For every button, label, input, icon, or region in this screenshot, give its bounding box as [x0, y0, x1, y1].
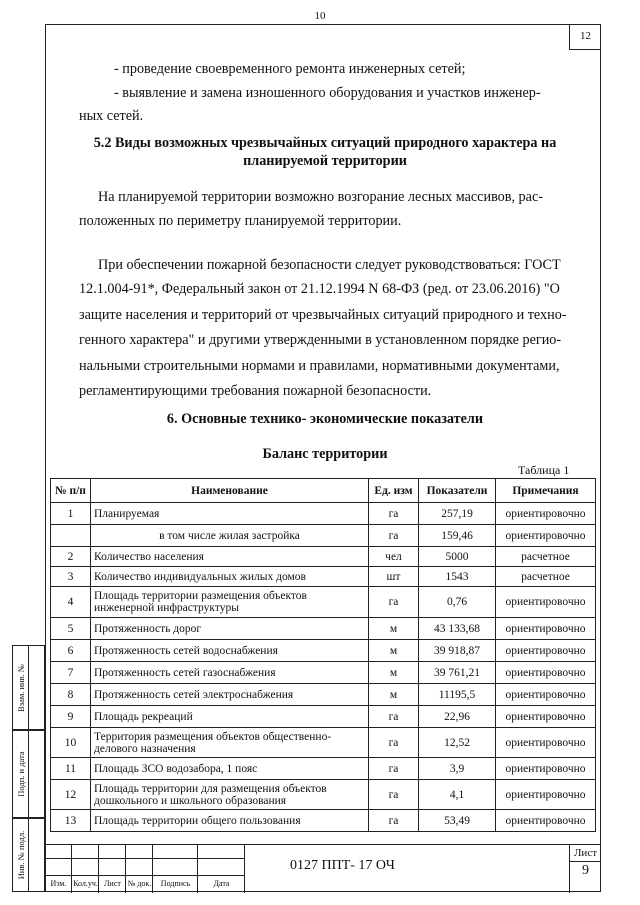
paragraph-1-line-2: положенных по периметру планируемой территории.	[79, 213, 402, 229]
cell-unit: га	[369, 780, 419, 810]
cell-unit: м	[369, 618, 419, 640]
table-row	[51, 780, 596, 810]
territory-balance-table	[50, 478, 596, 832]
cell-unit: м	[369, 684, 419, 706]
side-stamp-sign-date	[12, 730, 45, 818]
cell-num: 3	[51, 567, 91, 587]
table-row	[51, 525, 596, 547]
cell-value: 12,52	[419, 728, 496, 758]
cell-value: 11195,5	[419, 684, 496, 706]
cell-note: ориентировочно	[496, 618, 596, 640]
cell-name: Количество индивидуальных жилых домов	[91, 567, 369, 587]
cell-name: Территория размещения объектов общественно-делового назначения	[91, 728, 369, 758]
cell-name: Планируемая	[91, 503, 369, 525]
col-izm: Изм.	[50, 879, 67, 888]
cell-value: 22,96	[419, 706, 496, 728]
cell-value: 53,49	[419, 810, 496, 832]
side-stamp-label: Взам. инв. №	[13, 646, 29, 729]
paragraph-2-line-6: регламентирующими требования пожарной безопасности.	[79, 383, 432, 399]
bullet-2-line-2: ных сетей.	[79, 108, 144, 124]
cell-num: 8	[51, 684, 91, 706]
table-row	[51, 758, 596, 780]
col-signature: Подпись	[160, 879, 191, 888]
cell-note: ориентировочно	[496, 780, 596, 810]
cell-unit: га	[369, 728, 419, 758]
page-number-box: 12	[569, 24, 601, 50]
cell-unit: чел	[369, 547, 419, 567]
bullet-2-line-1: - выявление и замена изношенного оборудования и участков инженер-	[114, 85, 541, 101]
cell-note: ориентировочно	[496, 706, 596, 728]
cell-note: расчетное	[496, 567, 596, 587]
sheet-number: 9	[582, 863, 589, 878]
side-stamp-label: Инв. № подл.	[13, 819, 29, 891]
top-page-number: 10	[314, 10, 326, 22]
cell-num: 1	[51, 503, 91, 525]
table-row	[51, 684, 596, 706]
table-row	[51, 587, 596, 618]
cell-value: 257,19	[419, 503, 496, 525]
cell-note: ориентировочно	[496, 640, 596, 662]
paragraph-2-line-3: защите населения и территорий от чрезвычайных ситуаций природного и техно-	[79, 307, 567, 323]
cell-unit: м	[369, 662, 419, 684]
header-unit: Ед. изм	[369, 479, 419, 503]
cell-name: Протяженность сетей водоснабжения	[91, 640, 369, 662]
cell-name: Количество населения	[91, 547, 369, 567]
cell-value: 43 133,68	[419, 618, 496, 640]
cell-unit: га	[369, 706, 419, 728]
paragraph-1-line-1: На планируемой территории возможно возгорание лесных массивов, рас-	[98, 189, 543, 205]
col-date: Дата	[213, 879, 230, 888]
cell-name: Площадь рекреаций	[91, 706, 369, 728]
cell-unit: м	[369, 640, 419, 662]
cell-note: ориентировочно	[496, 662, 596, 684]
cell-note: ориентировочно	[496, 810, 596, 832]
table-row	[51, 618, 596, 640]
cell-value: 4,1	[419, 780, 496, 810]
paragraph-2-line-2: 12.1.004-91*, Федеральный закон от 21.12.1994 N 68-ФЗ (ред. от 23.06.2016) "О	[79, 281, 560, 297]
cell-value: 5000	[419, 547, 496, 567]
bullet-1: - проведение своевременного ремонта инженерных сетей;	[114, 61, 466, 77]
table-row	[51, 640, 596, 662]
cell-note: ориентировочно	[496, 525, 596, 547]
cell-name: Площадь территории размещения объектов инженерной инфраструктуры	[91, 587, 369, 618]
cell-unit: га	[369, 587, 419, 618]
paragraph-2-line-4: генного характера" и другими утвержденными в установленном порядке регио-	[79, 332, 562, 348]
header-num: № п/п	[51, 479, 91, 503]
table-row	[51, 503, 596, 525]
cell-value: 39 918,87	[419, 640, 496, 662]
cell-num: 2	[51, 547, 91, 567]
cell-unit: га	[369, 810, 419, 832]
col-kol-uch: Кол.уч.	[73, 879, 98, 888]
cell-note: ориентировочно	[496, 587, 596, 618]
cell-note: ориентировочно	[496, 684, 596, 706]
header-name: Наименование	[91, 479, 369, 503]
section-6-heading: 6. Основные технико- экономические показатели	[166, 411, 484, 427]
cell-num: 4	[51, 587, 91, 618]
header-note: Примечания	[496, 479, 596, 503]
table-label: Таблица 1	[518, 463, 570, 477]
sheet-label: Лист	[570, 845, 601, 862]
document-code: 0127 ППТ- 17 ОЧ	[290, 858, 395, 873]
cell-num: 9	[51, 706, 91, 728]
cell-name: Протяженность сетей электроснабжения	[91, 684, 369, 706]
cell-num: 13	[51, 810, 91, 832]
cell-num	[51, 525, 91, 547]
cell-note: ориентировочно	[496, 728, 596, 758]
side-stamp-replace-inv	[12, 645, 45, 730]
cell-num: 10	[51, 728, 91, 758]
cell-value: 3,9	[419, 758, 496, 780]
table-title: Баланс территории	[262, 446, 388, 462]
table-row	[51, 810, 596, 832]
cell-num: 5	[51, 618, 91, 640]
cell-num: 11	[51, 758, 91, 780]
cell-unit: га	[369, 758, 419, 780]
table-row	[51, 662, 596, 684]
cell-name: в том числе жилая застройка	[91, 525, 369, 547]
table-header-row	[51, 479, 596, 503]
section-5-2-heading-line-1: 5.2 Виды возможных чрезвычайных ситуаций природного характера на	[93, 135, 557, 151]
paragraph-2-line-5: нальными строительными нормами и правилами, нормативными документами,	[79, 358, 560, 374]
cell-value: 1543	[419, 567, 496, 587]
cell-name: Протяженность сетей газоснабжения	[91, 662, 369, 684]
cell-name: Площадь территории общего пользования	[91, 810, 369, 832]
table-row	[51, 706, 596, 728]
cell-num: 7	[51, 662, 91, 684]
cell-name: Площадь ЗСО водозабора, 1 пояс	[91, 758, 369, 780]
cell-note: ориентировочно	[496, 503, 596, 525]
cell-unit: га	[369, 525, 419, 547]
cell-note: ориентировочно	[496, 758, 596, 780]
cell-note: расчетное	[496, 547, 596, 567]
cell-value: 159,46	[419, 525, 496, 547]
cell-value: 39 761,21	[419, 662, 496, 684]
col-list: Лист	[104, 879, 121, 888]
cell-value: 0,76	[419, 587, 496, 618]
side-stamp-original-inv	[12, 818, 45, 892]
cell-name: Площадь территории для размещения объектов дошкольного и школьного образования	[91, 780, 369, 810]
table-row	[51, 567, 596, 587]
sheet-cell	[569, 845, 601, 893]
section-5-2-heading-line-2: планируемой территории	[243, 153, 407, 169]
cell-unit: га	[369, 503, 419, 525]
table-row	[51, 547, 596, 567]
table-row	[51, 728, 596, 758]
cell-unit: шт	[369, 567, 419, 587]
paragraph-2-line-1: При обеспечении пожарной безопасности следует руководствоваться: ГОСТ	[98, 257, 561, 273]
cell-num: 12	[51, 780, 91, 810]
header-value: Показатели	[419, 479, 496, 503]
side-stamp-label: Подп. и дата	[13, 731, 29, 817]
cell-name: Протяженность дорог	[91, 618, 369, 640]
cell-num: 6	[51, 640, 91, 662]
col-doc-num: № док.	[127, 879, 152, 888]
